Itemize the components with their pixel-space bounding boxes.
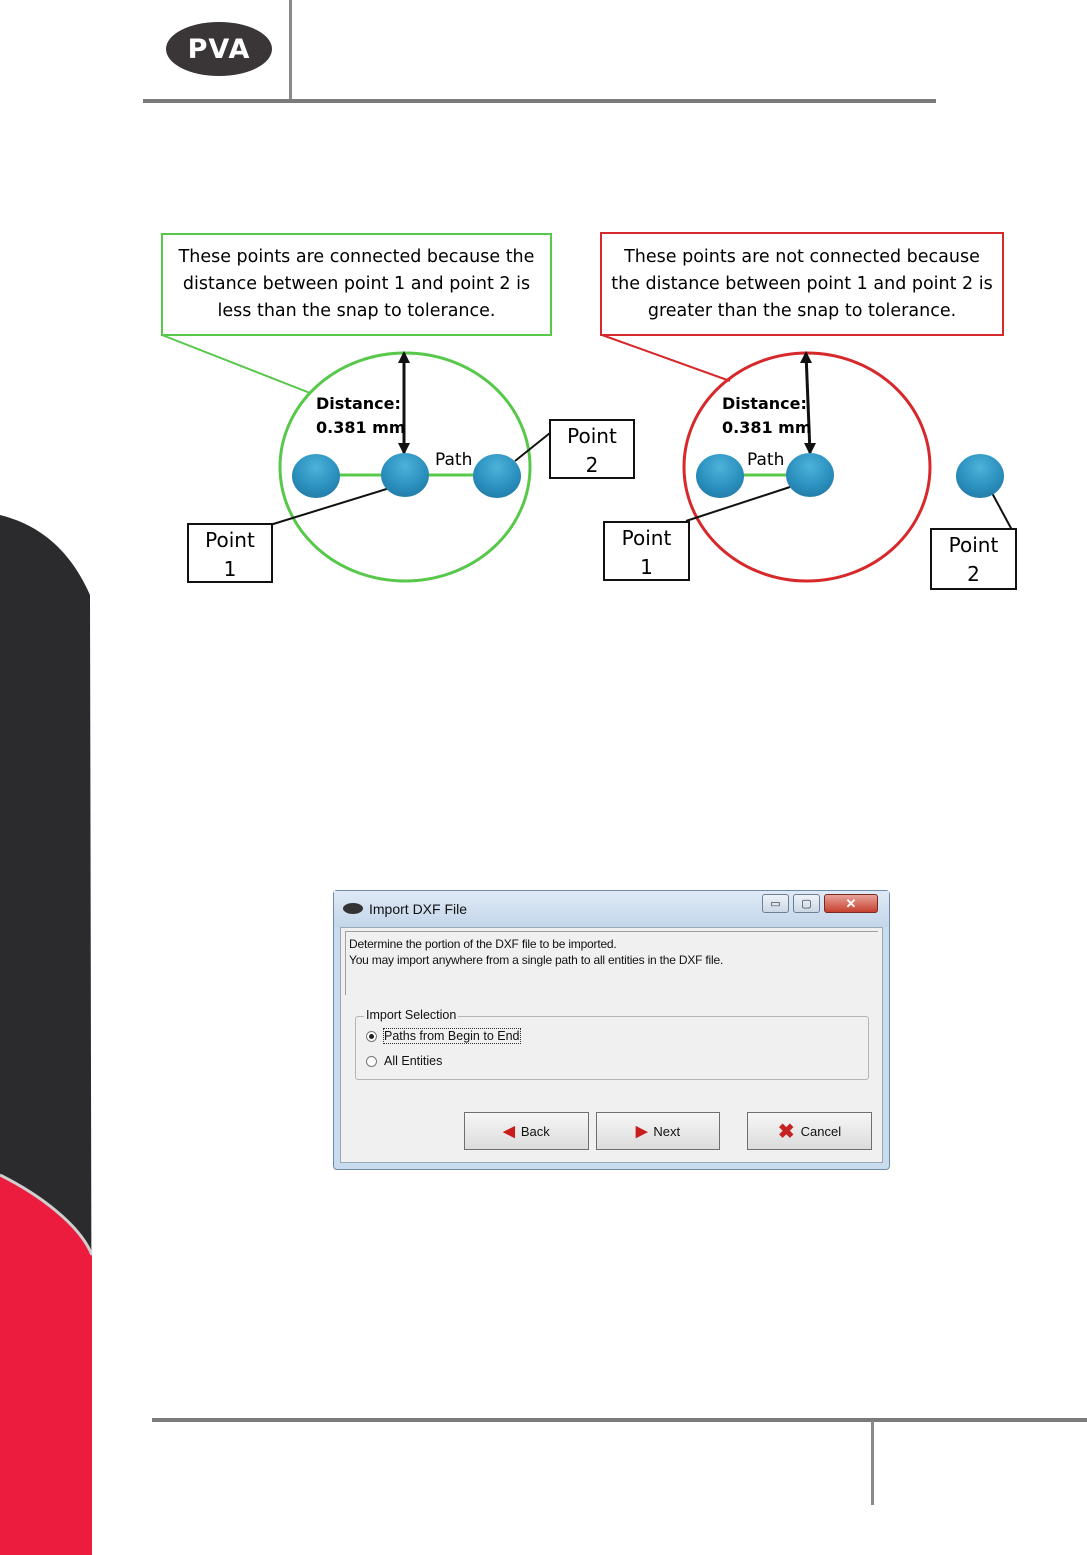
side-swoosh <box>0 515 92 1555</box>
radio-selected-icon[interactable] <box>366 1031 377 1042</box>
next-button-label: Next <box>653 1123 681 1139</box>
pva-logo <box>166 22 272 76</box>
left-path-label: Path <box>435 450 473 470</box>
radio-unselected-icon[interactable] <box>366 1056 377 1067</box>
import-dxf-dialog <box>333 890 890 1170</box>
logo-text: PVA <box>187 33 251 65</box>
dialog-titlebar[interactable] <box>334 891 889 927</box>
left-point-2 <box>473 454 521 498</box>
snap-tolerance-diagram <box>150 225 1030 605</box>
right-point-2 <box>956 454 1004 498</box>
left-path-start-point <box>292 454 340 498</box>
right-point2-box: Point 2 <box>930 528 1017 590</box>
right-point2-leader <box>992 493 1012 530</box>
right-point1-box: Point 1 <box>603 521 690 581</box>
right-path-label: Path <box>747 450 785 470</box>
app-icon <box>343 903 363 914</box>
maximize-button[interactable]: ▢ <box>793 894 820 913</box>
not-connected-callout: These points are not connected because the distance between point 1 and point 2 is greater than the snap to tolerance. <box>600 232 1004 336</box>
right-point-1 <box>786 453 834 497</box>
option-paths-begin-end[interactable] <box>366 1029 520 1043</box>
left-distance-label: Distance: 0.381 mm <box>316 394 406 437</box>
left-callout-leader <box>162 335 310 393</box>
import-selection-label: Import Selection <box>366 1008 457 1022</box>
left-point-1 <box>381 453 429 497</box>
next-button[interactable] <box>596 1112 720 1150</box>
dialog-description: Determine the portion of the DXF file to be imported. You may import anywhere from a single path to all entities in the DXF file. <box>345 931 878 995</box>
cancel-button[interactable] <box>747 1112 872 1150</box>
cancel-button-label: Cancel <box>800 1123 842 1139</box>
footer-rule <box>152 1418 1087 1422</box>
right-callout-leader <box>602 335 730 381</box>
option-all-entities-label: All Entities <box>384 1054 443 1068</box>
footer-divider <box>871 1421 874 1505</box>
import-selection-group <box>355 1008 869 1080</box>
header-divider <box>289 0 292 101</box>
dialog-title: Import DXF File <box>369 901 468 917</box>
back-button-label: Back <box>520 1123 550 1139</box>
option-paths-label: Paths from Begin to End <box>384 1029 520 1043</box>
connected-callout: These points are connected because the distance between point 1 and point 2 is less than the snap to tolerance. <box>161 233 552 336</box>
right-point1-leader <box>686 487 790 521</box>
back-arrow-icon: ◀ <box>503 1123 515 1140</box>
right-distance-label: Distance: 0.381 mm <box>722 394 812 437</box>
next-arrow-icon: ▶ <box>635 1123 648 1140</box>
left-point2-box: Point 2 <box>549 419 635 479</box>
back-button[interactable] <box>464 1112 589 1150</box>
right-path-start-point <box>696 454 744 498</box>
left-point2-leader <box>515 433 550 461</box>
header-rule <box>143 99 936 103</box>
close-button[interactable]: ✕ <box>824 894 878 913</box>
left-point1-box: Point 1 <box>187 523 273 583</box>
option-all-entities[interactable] <box>366 1054 442 1068</box>
minimize-button[interactable]: ▭ <box>762 894 789 913</box>
cancel-x-icon: ✖ <box>777 1120 795 1143</box>
dialog-client-area <box>340 927 883 1163</box>
